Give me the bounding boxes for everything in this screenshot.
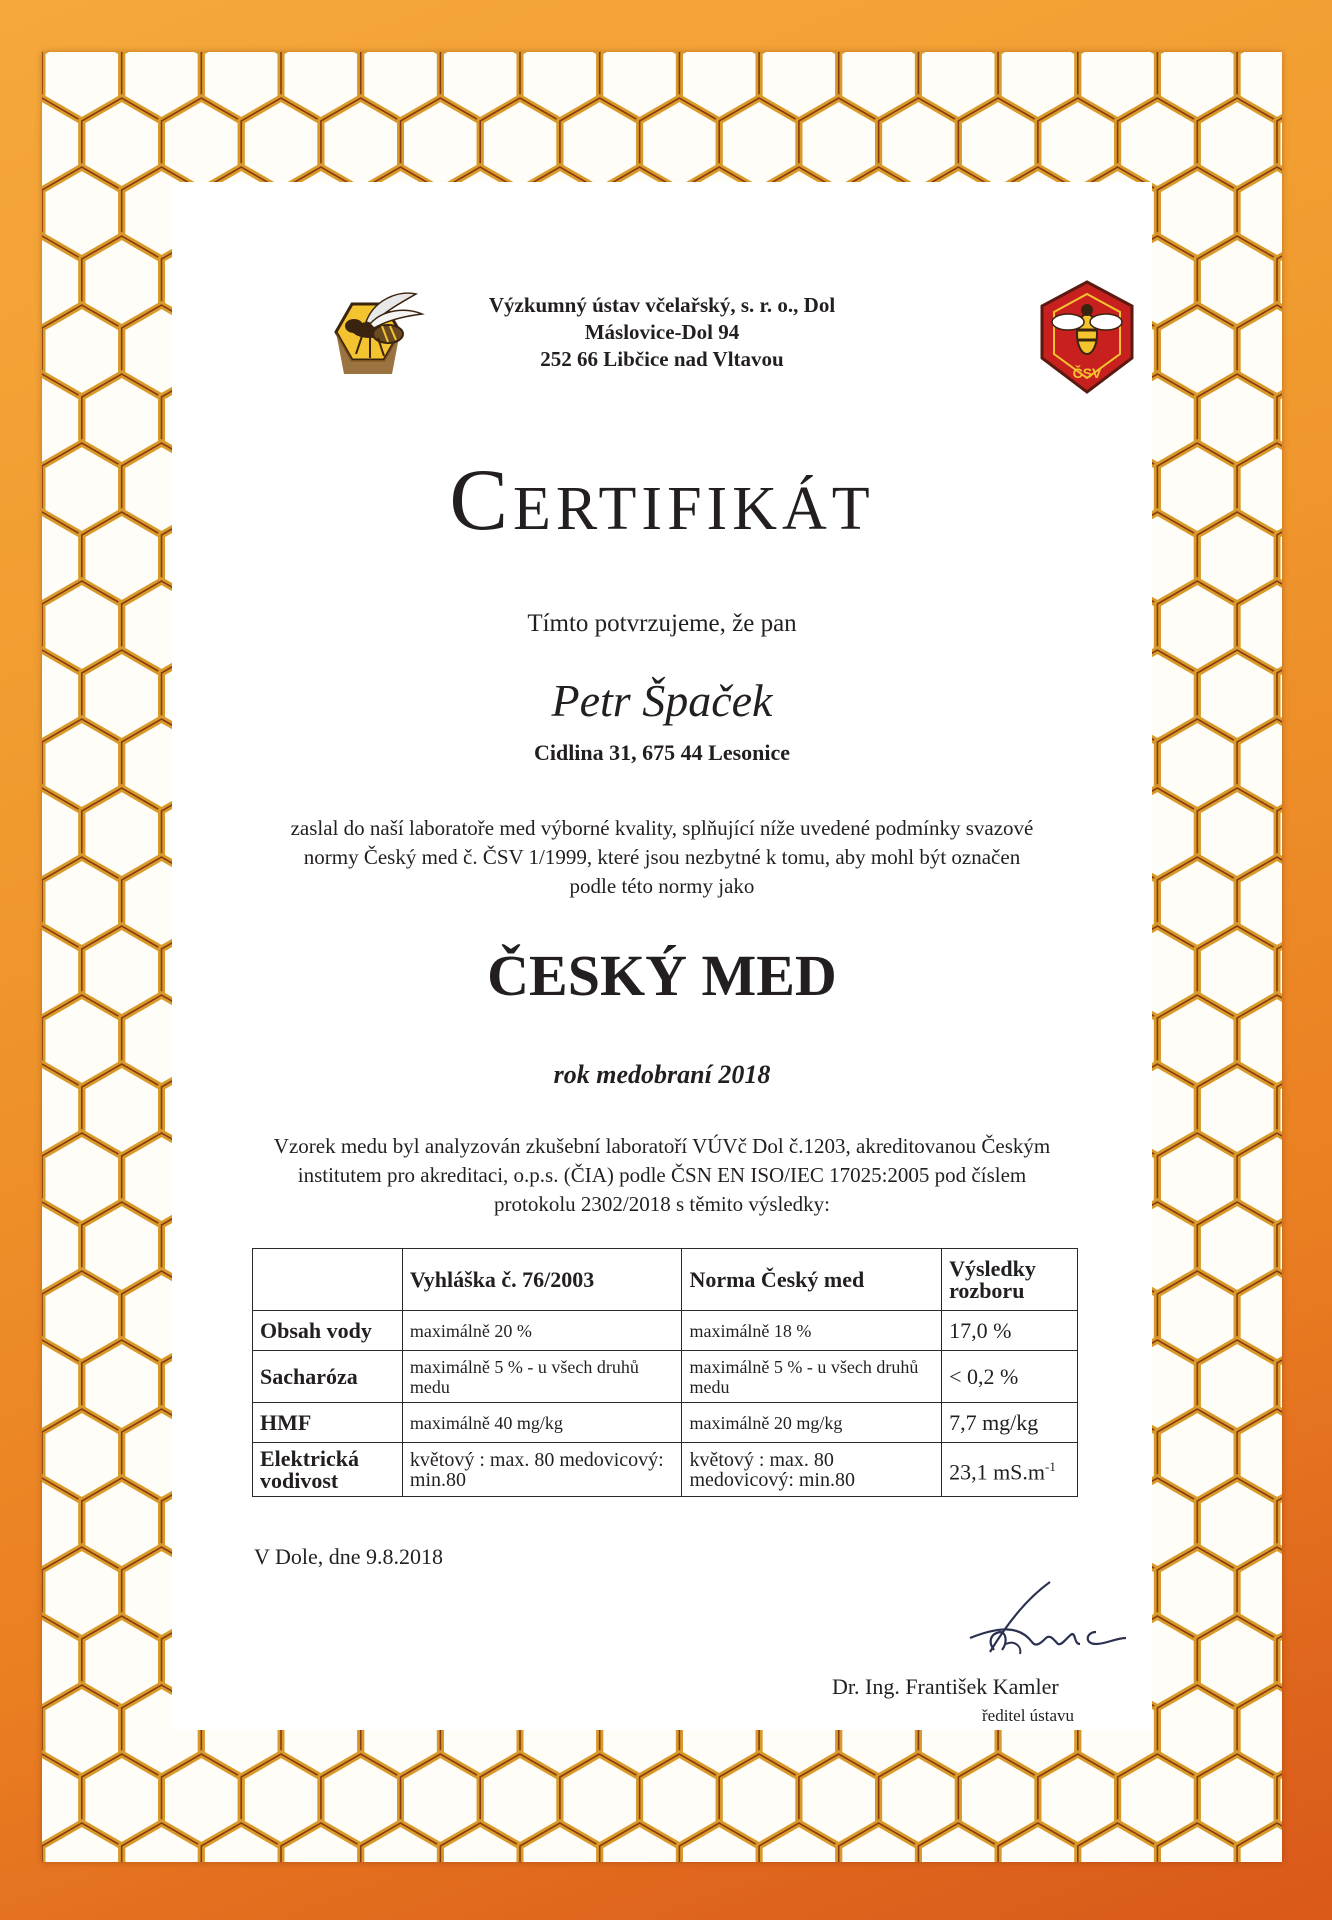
table-cell: maximálně 20 mg/kg bbox=[682, 1403, 942, 1443]
honeycomb-cell bbox=[600, 52, 680, 121]
harvest-year: rok medobraní 2018 bbox=[553, 1060, 771, 1089]
honeycomb-cell bbox=[42, 1823, 122, 1862]
product-name: ČESKÝ MED bbox=[487, 943, 837, 1008]
honeycomb-cell bbox=[122, 1823, 202, 1862]
honeycomb-cell bbox=[918, 1823, 998, 1862]
honeycomb-cell-line bbox=[679, 52, 759, 121]
honeycomb-cell bbox=[839, 1823, 919, 1862]
honeycomb-cell bbox=[1078, 52, 1158, 121]
honeycomb-cell bbox=[361, 52, 441, 121]
honeycomb-cell bbox=[361, 1823, 441, 1862]
table-header-cell: Vyhláška č. 76/2003 bbox=[402, 1249, 682, 1311]
table-row-label: HMF bbox=[253, 1403, 403, 1443]
honeycomb-cell-line bbox=[600, 52, 680, 121]
honeycomb-cell-line bbox=[918, 52, 998, 121]
institute-name: Výzkumný ústav včelařský, s. r. o., Dol bbox=[488, 293, 836, 317]
table-row bbox=[253, 1351, 1078, 1403]
honeycomb-cell-line bbox=[998, 52, 1078, 121]
honeycomb-cell bbox=[281, 1823, 361, 1862]
honeycomb-cell bbox=[201, 52, 281, 121]
certification-statement: zaslal do naší laboratoře med výborné kvality, splňující níže uvedené podmínky svazové normy Český med č. ČSV 1/1999, které jsou nezbytné k tomu, aby mohl být označen podle této normy jako bbox=[290, 816, 1034, 898]
csv-logo-text: ČSV bbox=[1072, 365, 1102, 381]
csv-bee-shield-logo bbox=[1032, 278, 1142, 398]
table-header-cell bbox=[253, 1249, 403, 1311]
table-cell: maximálně 18 % bbox=[682, 1311, 942, 1351]
recipient-name: Petr Špaček bbox=[551, 675, 773, 726]
institute-city: 252 66 Libčice nad Vltavou bbox=[540, 347, 784, 371]
honeycomb-cell bbox=[918, 52, 998, 121]
honeycomb-cell-line bbox=[520, 52, 600, 121]
honeycomb-cell-line bbox=[1078, 52, 1158, 121]
table-row bbox=[253, 1311, 1078, 1351]
table-result-cell: 23,1 $mS.m^{-1}$ bbox=[942, 1443, 1078, 1497]
honeycomb-cell bbox=[839, 52, 919, 121]
honeycomb-cell bbox=[1157, 1823, 1237, 1862]
honeycomb-cell bbox=[759, 1823, 839, 1862]
honeycomb-cell-line bbox=[122, 52, 202, 121]
honeycomb-cell bbox=[679, 1823, 759, 1862]
table-result-cell: 7,7 mg/kg bbox=[942, 1403, 1078, 1443]
honeycomb-cell-line bbox=[839, 52, 919, 121]
table-cell: květový : max. 80 medovicový: min.80 bbox=[402, 1443, 682, 1497]
certificate-paper bbox=[42, 52, 1282, 1862]
honeycomb-cell bbox=[440, 52, 520, 121]
unit-exponent: -1 bbox=[1045, 1458, 1056, 1474]
table-row bbox=[253, 1443, 1078, 1497]
table-cell: květový : max. 80 medovicový: min.80 bbox=[682, 1443, 942, 1497]
results-table bbox=[252, 1248, 1078, 1497]
certificate-content-panel bbox=[172, 182, 1152, 1730]
table-header-cell: Výsledky rozboru bbox=[942, 1249, 1078, 1311]
honeycomb-cell bbox=[679, 52, 759, 121]
table-row-label: Obsah vody bbox=[253, 1311, 403, 1351]
table-result-cell: 17,0 % bbox=[942, 1311, 1078, 1351]
honeycomb-cell bbox=[440, 1823, 520, 1862]
honeycomb-cell-line bbox=[201, 52, 281, 121]
table-row-label: Sacharóza bbox=[253, 1351, 403, 1403]
honeycomb-cell bbox=[281, 52, 361, 121]
certificate-title: Certifikát bbox=[449, 452, 875, 549]
honeycomb-cell bbox=[520, 1823, 600, 1862]
institute-street: Máslovice-Dol 94 bbox=[584, 320, 740, 344]
honeycomb-cell bbox=[122, 52, 202, 121]
honeycomb-cell-line bbox=[42, 52, 122, 121]
handwritten-signature bbox=[950, 1572, 1140, 1672]
table-cell: maximálně 5 % - u všech druhů medu bbox=[682, 1351, 942, 1403]
honeycomb-cell bbox=[42, 52, 122, 121]
table-row bbox=[253, 1403, 1078, 1443]
table-header-cell: Norma Český med bbox=[682, 1249, 942, 1311]
table-cell: maximálně 5 % - u všech druhů medu bbox=[402, 1351, 682, 1403]
recipient-address: Cidlina 31, 675 44 Lesonice bbox=[533, 740, 791, 765]
signatory-role: ředitel ústavu bbox=[982, 1706, 1075, 1725]
honeycomb-cell bbox=[1078, 1823, 1158, 1862]
honeycomb-cell-line bbox=[1157, 52, 1237, 121]
table-cell: maximálně 40 mg/kg bbox=[402, 1403, 682, 1443]
honeycomb-cell bbox=[998, 52, 1078, 121]
table-cell: maximálně 20 % bbox=[402, 1311, 682, 1351]
honeycomb-cell-line bbox=[440, 52, 520, 121]
intro-text: Tímto potvrzujeme, že pan bbox=[527, 610, 797, 637]
table-header-row bbox=[253, 1249, 1078, 1311]
signatory-name: Dr. Ing. František Kamler bbox=[832, 1674, 1059, 1699]
honeycomb-cell bbox=[520, 52, 600, 121]
honeycomb-cell-line bbox=[1237, 1823, 1282, 1862]
honeycomb-cell bbox=[759, 52, 839, 121]
honeycomb-cell-line bbox=[759, 52, 839, 121]
place-and-date: V Dole, dne 9.8.2018 bbox=[254, 1544, 444, 1569]
honeycomb-cell-line bbox=[361, 52, 441, 121]
analysis-statement: Vzorek medu byl analyzován zkušební laboratoří VÚVč Dol č.1203, akreditovanou Českým institutem pro akreditaci, o.p.s. (ČIA) podle ČSN EN ISO/IEC 17025:2005 pod číslem protokolu 2302/2018 s těmito výsledky: bbox=[273, 1134, 1051, 1216]
honeycomb-cell bbox=[998, 1823, 1078, 1862]
table-row-label: Elektrická vodivost bbox=[253, 1443, 403, 1497]
honeycomb-cell bbox=[1157, 52, 1237, 121]
honeycomb-cell bbox=[201, 1823, 281, 1862]
table-result-cell: < 0,2 % bbox=[942, 1351, 1078, 1403]
honeycomb-cell bbox=[600, 1823, 680, 1862]
honeycomb-cell-line bbox=[281, 52, 361, 121]
